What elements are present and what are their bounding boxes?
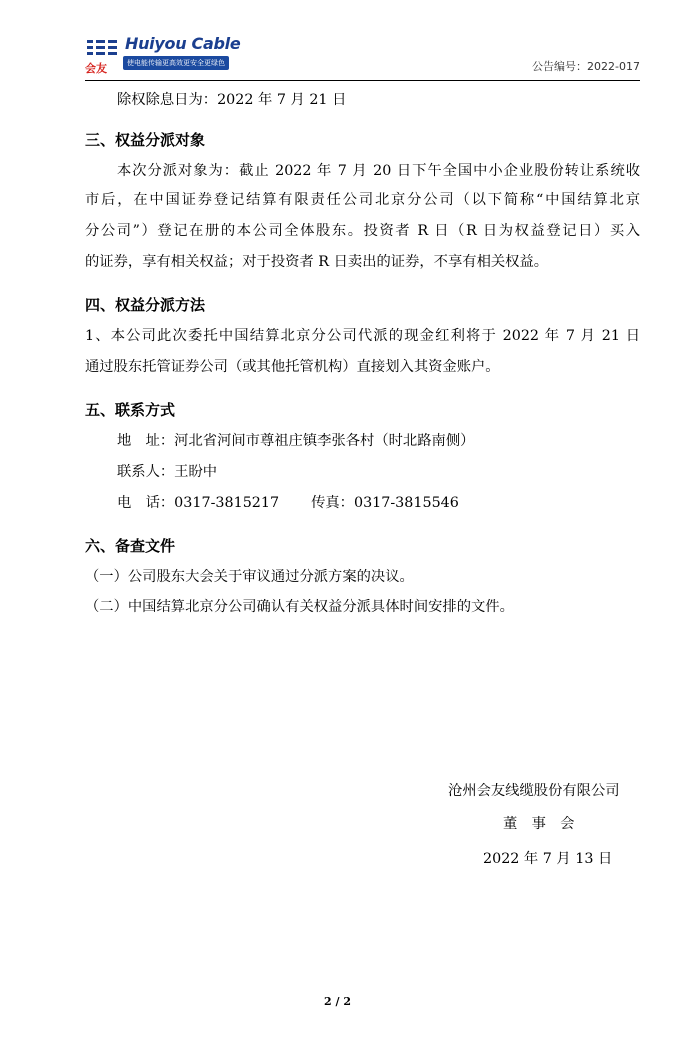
contact-address: 地 址：河北省河间市尊祖庄镇李张各村（时北路南侧） [117,433,475,449]
contact-person: 联系人：王盼中 [117,464,218,480]
page-number: 2 / 2 [324,995,351,1008]
reference-document: （一）公司股东大会关于审议通过分派方案的决议。 [85,569,414,585]
contact-phone-row [117,493,640,513]
contact-phone: 电 话：0317-3815217 [117,495,280,511]
section-6-title: 六、备查文件 [85,537,176,555]
logo-chinese-text: 会友 [85,62,107,75]
contact-fax: 传真：0317-3815546 [311,495,459,511]
reference-document: （二）中国结算北京分公司确认有关权益分派具体时间安排的文件。 [85,599,514,615]
paragraph-line: 分公司”）登记在册的本公司全体股东。投资者 R 日（R 日为权益登记日）买入 [85,223,640,239]
logo-slogan: 使电能传输更高效更安全更绿色 [123,56,229,70]
section-3-title: 三、权益分派对象 [85,131,206,149]
notice-number: 公告编号：2022-017 [532,60,640,73]
paragraph-line: 的证券，享有相关权益；对于投资者 R 日卖出的证券，不享有相关权益。 [85,254,549,270]
paragraph-line: 1、本公司此次委托中国结算北京分公司代派的现金红利将于 2022 年 7 月 21 日 [85,328,640,344]
logo-english-text: Huiyou Cable [125,34,241,53]
section-4-title: 四、权益分派方法 [85,296,206,314]
signature-board: 董 事 会 [503,816,575,832]
section-5-title: 五、联系方式 [85,401,176,419]
paragraph-line: 市后，在中国证券登记结算有限责任公司北京分公司（以下简称“中国结算北京 [85,192,640,208]
paragraph-line: 本次分派对象为：截止 2022 年 7 月 20 日下午全国中小企业股份转让系统收 [117,163,640,179]
signature-date: 2022 年 7 月 13 日 [483,851,613,867]
paragraph-line: 通过股东托管证券公司（或其他托管机构）直接划入其资金账户。 [85,359,500,375]
signature-company: 沧州会友线缆股份有限公司 [448,783,620,799]
company-logo [85,32,241,75]
ex-dividend-date: 除权除息日为：2022 年 7 月 21 日 [117,92,347,108]
page-header [85,28,640,81]
